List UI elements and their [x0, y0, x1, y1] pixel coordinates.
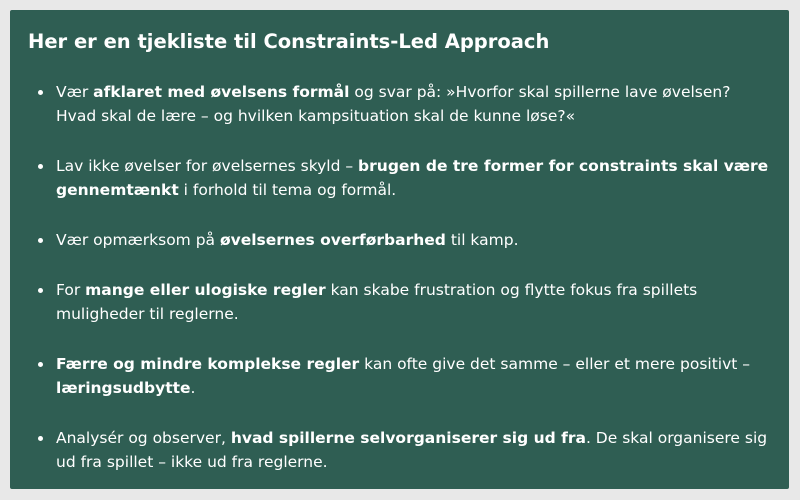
- item-bold-text: Færre og mindre komplekse regler: [56, 355, 360, 373]
- item-bold-text: læringsudbytte: [56, 379, 191, 397]
- item-text: Vær: [56, 83, 94, 101]
- item-text: Lav ikke øvelser for øvelsernes skyld –: [56, 157, 359, 175]
- list-item: [10, 352, 789, 400]
- list-item: [10, 278, 789, 326]
- item-text: kan ofte give det samme – eller et mere positivt –: [359, 355, 751, 373]
- item-text: til kamp.: [445, 231, 519, 249]
- item-text: Vær opmærksom på: [56, 231, 220, 249]
- item-text: og svar på: »Hvorfor skal spillerne lave øvelsen? Hvad skal de lære – og hvilken kampsituation skal de kunne løse?«: [56, 83, 731, 125]
- checklist-card: [10, 10, 789, 489]
- item-text: Analysér og observer,: [56, 429, 231, 447]
- item-text: .: [190, 379, 196, 397]
- list-item: [10, 154, 789, 202]
- item-text: kan skabe frustration og flytte fokus fra spillets muligheder til reglerne.: [56, 281, 698, 323]
- card-title: Her er en tjekliste til Constraints-Led Approach: [28, 30, 550, 53]
- list-item: [10, 80, 789, 128]
- item-bold-text: afklaret med øvelsens formål: [93, 83, 350, 101]
- item-bold-text: mange eller ulogiske regler: [85, 281, 326, 299]
- item-bold-text: hvad spillerne selvorganiserer sig ud fra: [230, 429, 586, 447]
- item-bold-text: øvelsernes overførbarhed: [219, 231, 446, 249]
- item-bold-text: brugen de tre former for constraints skal være gennemtænkt: [56, 157, 769, 199]
- item-text: i forhold til tema og formål.: [178, 181, 397, 199]
- list-item: [10, 426, 789, 474]
- item-text: For: [56, 281, 86, 299]
- list-item: [10, 228, 789, 252]
- checklist: [10, 80, 789, 500]
- item-text: . De skal organisere sig ud fra spillet – ikke ud fra reglerne.: [56, 429, 768, 471]
